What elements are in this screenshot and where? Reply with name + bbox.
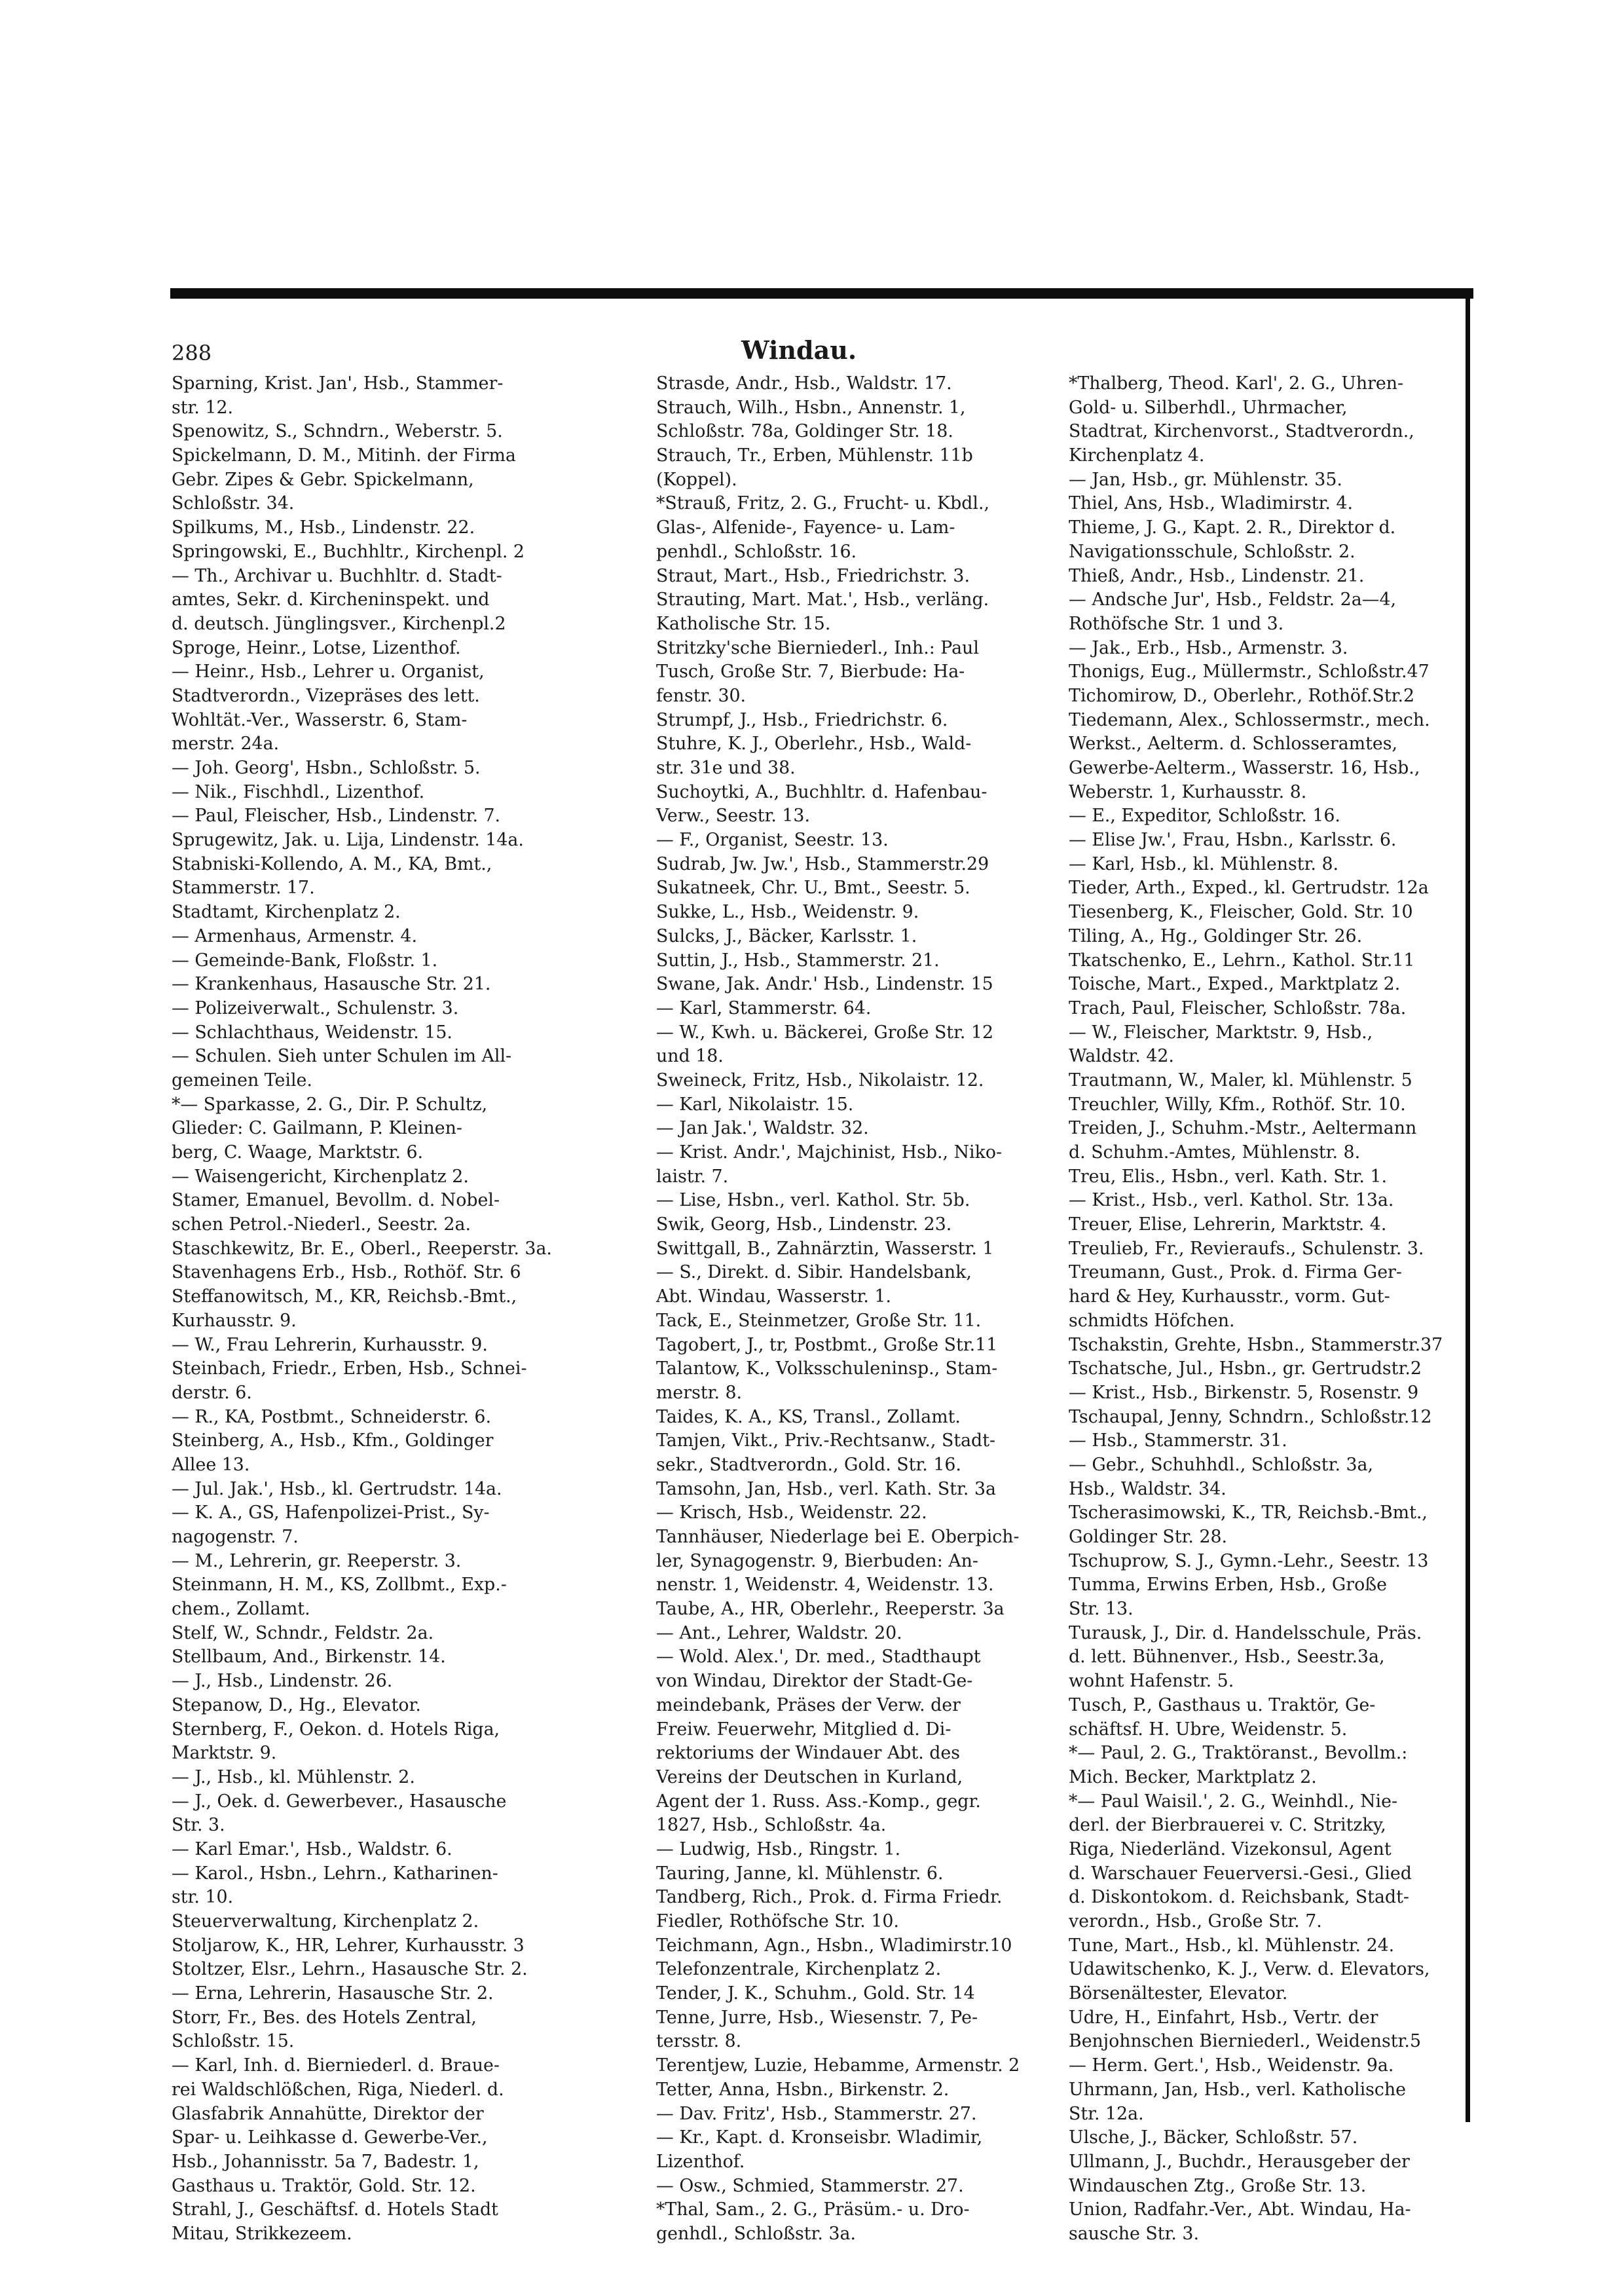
directory-entry-line: — S., Direkt. d. Sibir. Handelsbank, (656, 1262, 972, 1283)
directory-entry-line: Tauring, Janne, kl. Mühlenstr. 6. (656, 1863, 944, 1884)
directory-entry-line: (Koppel). (656, 469, 737, 490)
directory-entry-line: Waldstr. 42. (1069, 1046, 1174, 1067)
directory-entry-line: Steinbach, Friedr., Erben, Hsb., Schnei- (172, 1358, 527, 1379)
directory-entry-line: — Paul, Fleischer, Hsb., Lindenstr. 7. (172, 806, 501, 827)
directory-entry-line: Taides, K. A., KS, Transl., Zollamt. (656, 1406, 961, 1427)
directory-entry-line: Sparning, Krist. Jan', Hsb., Stammer- (172, 373, 504, 394)
directory-entry-line: Spickelmann, D. M., Mitinh. der Firma (172, 445, 516, 466)
directory-entry-line: Schloßstr. 15. (172, 2031, 295, 2052)
directory-entry-line: Goldinger Str. 28. (1069, 1527, 1228, 1547)
directory-entry-line: *Strauß, Fritz, 2. G., Frucht- u. Kbdl., (656, 493, 989, 514)
directory-entry-line: Stellbaum, And., Birkenstr. 14. (172, 1647, 446, 1668)
directory-entry-line: Fiedler, Rothöfsche Str. 10. (656, 1911, 899, 1931)
directory-entry-line: *Thalberg, Theod. Karl', 2. G., Uhren- (1069, 373, 1404, 394)
directory-entry-line: merstr. 24a. (172, 734, 280, 755)
directory-entry-line: Schloßstr. 34. (172, 493, 295, 514)
directory-entry-line: Sukke, L., Hsb., Weidenstr. 9. (656, 902, 919, 923)
directory-entry-line: Storr, Fr., Bes. des Hotels Zentral, (172, 2007, 477, 2028)
directory-entry-line: Stadtrat, Kirchenvorst., Stadtverordn., (1069, 421, 1414, 442)
directory-entry-line: — Schulen. Sieh unter Schulen im All- (172, 1046, 512, 1067)
directory-entry-line: 1827, Hsb., Schloßstr. 4a. (656, 1815, 887, 1836)
column-right (1069, 372, 1449, 2244)
directory-entry-line: Tiesenberg, K., Fleischer, Gold. Str. 10 (1069, 902, 1413, 923)
directory-entry-line: Tieder, Arth., Exped., kl. Gertrudstr. 12a (1069, 878, 1429, 899)
header-rule (170, 288, 1473, 299)
directory-entry-line: — Krist., Hsb., Birkenstr. 5, Rosenstr. 9 (1069, 1382, 1419, 1403)
directory-entry-line: von Windau, Direktor der Stadt-Ge- (656, 1671, 973, 1692)
directory-entry-line: Straut, Mart., Hsb., Friedrichstr. 3. (656, 565, 970, 586)
directory-entry-line: Sulcks, J., Bäcker, Karlsstr. 1. (656, 925, 917, 946)
directory-entry-line: Union, Radfahr.-Ver., Abt. Windau, Ha- (1069, 2199, 1411, 2220)
directory-entry-line: Treuer, Elise, Lehrerin, Marktstr. 4. (1069, 1214, 1387, 1235)
running-title: Windau. (741, 335, 857, 365)
directory-entry-line: — Krisch, Hsb., Weidenstr. 22. (656, 1502, 927, 1523)
directory-entry-line: — Ludwig, Hsb., Ringstr. 1. (656, 1838, 901, 1859)
directory-entry-line: Stoltzer, Elsr., Lehrn., Hasausche Str. 2. (172, 1959, 528, 1980)
directory-entry-line: d. Warschauer Feuerversi.-Gesi., Glied (1069, 1863, 1412, 1884)
directory-entry-line: Sweineck, Fritz, Hsb., Nikolaistr. 12. (656, 1070, 984, 1091)
directory-entry-line: Stritzky'sche Bierniederl., Inh.: Paul (656, 637, 979, 658)
directory-entry-line: Tschaupal, Jenny, Schndrn., Schloßstr.12 (1069, 1406, 1432, 1427)
directory-entry-line: Strauch, Wilh., Hsbn., Annenstr. 1, (656, 397, 966, 418)
directory-entry-line: Gewerbe-Aelterm., Wasserstr. 16, Hsb., (1069, 758, 1420, 778)
directory-entry-line: — Schlachthaus, Weidenstr. 15. (172, 1022, 452, 1043)
directory-entry-line: — Wold. Alex.', Dr. med., Stadthaupt (656, 1647, 981, 1668)
directory-entry-line: Tusch, P., Gasthaus u. Traktör, Ge- (1069, 1694, 1376, 1715)
directory-entry-line: Mich. Becker, Marktplatz 2. (1069, 1766, 1317, 1787)
directory-entry-line: Navigationsschule, Schloßstr. 2. (1069, 541, 1356, 562)
directory-entry-line: schmidts Höfchen. (1069, 1310, 1235, 1331)
directory-entry-line: Swittgall, B., Zahnärztin, Wasserstr. 1 (656, 1238, 994, 1259)
directory-entry-line: Allee 13. (172, 1454, 250, 1475)
directory-entry-line: Turausk, J., Dir. d. Handelsschule, Präs. (1069, 1622, 1422, 1643)
directory-entry-line: — Gemeinde-Bank, Floßstr. 1. (172, 950, 438, 971)
directory-entry-line: — F., Organist, Seestr. 13. (656, 830, 889, 851)
directory-entry-line: Freiw. Feuerwehr, Mitglied d. Di- (656, 1719, 951, 1740)
directory-entry-line: Udre, H., Einfahrt, Hsb., Vertr. der (1069, 2007, 1378, 2028)
directory-entry-line: Tamjen, Vikt., Priv.-Rechtsanw., Stadt- (656, 1430, 996, 1451)
directory-entry-line: Strauting, Mart. Mat.', Hsb., verläng. (656, 589, 989, 610)
directory-entry-line: rektoriums der Windauer Abt. des (656, 1743, 961, 1764)
directory-entry-line: Hsb., Waldstr. 34. (1069, 1478, 1227, 1499)
directory-entry-line: tersstr. 8. (656, 2031, 742, 2052)
directory-entry-line: Str. 3. (172, 1815, 225, 1836)
directory-entry-line: Tusch, Große Str. 7, Bierbude: Ha- (656, 662, 965, 682)
directory-entry-line: — Ant., Lehrer, Waldstr. 20. (656, 1622, 902, 1643)
directory-entry-line: — J., Hsb., kl. Mühlenstr. 2. (172, 1766, 415, 1787)
directory-entry-line: — Herm. Gert.', Hsb., Weidenstr. 9a. (1069, 2055, 1394, 2076)
directory-entry-line: — W., Frau Lehrerin, Kurhausstr. 9. (172, 1334, 488, 1355)
directory-entry-line: — W., Kwh. u. Bäckerei, Große Str. 12 (656, 1022, 994, 1043)
directory-entry-line: — J., Oek. d. Gewerbever., Hasausche (172, 1791, 507, 1812)
directory-entry-line: Telefonzentrale, Kirchenplatz 2. (656, 1959, 942, 1980)
directory-entry-line: nagogenstr. 7. (172, 1527, 299, 1547)
directory-entry-line: sausche Str. 3. (1069, 2223, 1199, 2244)
directory-entry-line: Suchoytki, A., Buchhltr. d. Hafenbau- (656, 781, 987, 802)
directory-entry-line: Teichmann, Agn., Hsbn., Wladimirstr.10 (656, 1935, 1012, 1956)
directory-entry-line: Suttin, J., Hsb., Stammerstr. 21. (656, 950, 940, 971)
directory-entry-line: *— Paul Waisil.', 2. G., Weinhdl., Nie- (1069, 1791, 1398, 1812)
directory-entry-line: berg, C. Waage, Marktstr. 6. (172, 1142, 424, 1163)
directory-entry-line: Ullmann, J., Buchdr., Herausgeber der (1069, 2151, 1410, 2172)
directory-entry-line: Strumpf, J., Hsb., Friedrichstr. 6. (656, 709, 948, 730)
directory-entry-line: — Karl, Hsb., kl. Mühlenstr. 8. (1069, 853, 1339, 874)
directory-entry-line: Börsenältester, Elevator. (1069, 1983, 1288, 2004)
directory-entry-line: — M., Lehrerin, gr. Reeperstr. 3. (172, 1550, 462, 1571)
directory-entry-line: — Krankenhaus, Hasausche Str. 21. (172, 974, 491, 995)
directory-entry-line: laistr. 7. (656, 1166, 729, 1187)
directory-entry-line: Tack, E., Steinmetzer, Große Str. 11. (656, 1310, 982, 1331)
directory-entry-line: meindebank, Präses der Verw. der (656, 1694, 961, 1715)
directory-entry-line: fenstr. 30. (656, 685, 747, 706)
directory-entry-line: Tender, J. K., Schuhm., Gold. Str. 14 (656, 1983, 975, 2004)
directory-entry-line: chem., Zollamt. (172, 1599, 310, 1620)
directory-entry-line: Swane, Jak. Andr.' Hsb., Lindenstr. 15 (656, 974, 993, 995)
directory-entry-line: derstr. 6. (172, 1382, 252, 1403)
directory-entry-line: Stabniski-Kollendo, A. M., KA, Bmt., (172, 853, 492, 874)
directory-entry-line: — R., KA, Postbmt., Schneiderstr. 6. (172, 1406, 491, 1427)
directory-entry-line: Mitau, Strikkezeem. (172, 2223, 352, 2244)
directory-entry-line: Lizenthof. (656, 2151, 745, 2172)
directory-entry-line: Treulieb, Fr., Revieraufs., Schulenstr. 3. (1069, 1238, 1424, 1259)
directory-entry-line: — Armenhaus, Armenstr. 4. (172, 925, 417, 946)
directory-entry-line: Sternberg, F., Oekon. d. Hotels Riga, (172, 1719, 500, 1740)
directory-entry-line: Spilkums, M., Hsb., Lindenstr. 22. (172, 517, 475, 538)
directory-entry-line: Sprugewitz, Jak. u. Lija, Lindenstr. 14a. (172, 830, 524, 851)
directory-entry-line: Taube, A., HR, Oberlehr., Reeperstr. 3a (656, 1599, 1005, 1620)
directory-entry-line: wohnt Hafenstr. 5. (1069, 1671, 1234, 1692)
directory-entry-line: Stuhre, K. J., Oberlehr., Hsb., Wald- (656, 734, 972, 755)
directory-entry-line: Tetter, Anna, Hsbn., Birkenstr. 2. (656, 2079, 950, 2100)
directory-entry-line: Tamsohn, Jan, Hsb., verl. Kath. Str. 3a (656, 1478, 996, 1499)
directory-entry-line: Tiedemann, Alex., Schlossermstr., mech. (1069, 709, 1430, 730)
directory-entry-line: Tschakstin, Grehte, Hsbn., Stammerstr.37 (1069, 1334, 1443, 1355)
directory-entry-line: — E., Expeditor, Schloßstr. 16. (1069, 806, 1340, 827)
directory-entry-line: und 18. (656, 1046, 724, 1067)
directory-entry-line: Gold- u. Silberhdl., Uhrmacher, (1069, 397, 1348, 418)
directory-entry-line: Tandberg, Rich., Prok. d. Firma Friedr. (656, 1887, 1003, 1908)
directory-entry-line: — Karl, Stammerstr. 64. (656, 998, 872, 1018)
directory-entry-line: Verw., Seestr. 13. (656, 806, 810, 827)
directory-entry-line: Glasfabrik Annahütte, Direktor der (172, 2103, 484, 2124)
directory-entry-line: — Lise, Hsbn., verl. Kathol. Str. 5b. (656, 1190, 970, 1211)
directory-entry-line: Hsb., Johannisstr. 5a 7, Badestr. 1, (172, 2151, 479, 2172)
directory-entry-line: Glieder: C. Gailmann, P. Kleinen- (172, 1118, 462, 1139)
directory-entry-line: Sukatneek, Chr. U., Bmt., Seestr. 5. (656, 878, 970, 899)
directory-entry-line: — Karl, Nikolaistr. 15. (656, 1094, 854, 1115)
directory-entry-line: schen Petrol.-Niederl., Seestr. 2a. (172, 1214, 471, 1235)
directory-entry-line: Treumann, Gust., Prok. d. Firma Ger- (1069, 1262, 1402, 1283)
directory-entry-line: — Jan Jak.', Waldstr. 32. (656, 1118, 869, 1139)
directory-entry-line: Steinberg, A., Hsb., Kfm., Goldinger (172, 1430, 494, 1451)
directory-entry-line: gemeinen Teile. (172, 1070, 312, 1091)
directory-entry-line: Glas-, Alfenide-, Fayence- u. Lam- (656, 517, 955, 538)
directory-entry-line: — Jan, Hsb., gr. Mühlenstr. 35. (1069, 469, 1342, 490)
directory-entry-line: d. deutsch. Jünglingsver., Kirchenpl.2 (172, 613, 506, 634)
directory-entry-line: Swik, Georg, Hsb., Lindenstr. 23. (656, 1214, 952, 1235)
directory-entry-line: — W., Fleischer, Marktstr. 9, Hsb., (1069, 1022, 1373, 1043)
directory-entry-line: Gebr. Zipes & Gebr. Spickelmann, (172, 469, 474, 490)
directory-entry-line: *— Sparkasse, 2. G., Dir. P. Schultz, (172, 1094, 488, 1115)
directory-entry-line: Windauschen Ztg., Große Str. 13. (1069, 2175, 1367, 2196)
directory-entry-line: *Thal, Sam., 2. G., Präsüm.- u. Dro- (656, 2199, 970, 2220)
directory-entry-line: Tichomirow, D., Oberlehr., Rothöf.Str.2 (1069, 685, 1415, 706)
directory-entry-line: Treu, Elis., Hsbn., verl. Kath. Str. 1. (1069, 1166, 1387, 1187)
directory-entry-line: — Hsb., Stammerstr. 31. (1069, 1430, 1287, 1451)
directory-entry-line: Tschuprow, S. J., Gymn.-Lehr., Seestr. 13 (1069, 1550, 1429, 1571)
directory-entry-line: Uhrmann, Jan, Hsb., verl. Katholische (1069, 2079, 1407, 2100)
directory-entry-line: d. Diskontokom. d. Reichsbank, Stadt- (1069, 1887, 1409, 1908)
directory-entry-line: Springowski, E., Buchhltr., Kirchenpl. 2 (172, 541, 525, 562)
directory-entry-line: Stavenhagens Erb., Hsb., Rothöf. Str. 6 (172, 1262, 521, 1283)
directory-entry-line: Tagobert, J., tr, Postbmt., Große Str.11 (656, 1334, 998, 1355)
directory-entry-line: Abt. Windau, Wasserstr. 1. (656, 1286, 891, 1307)
directory-entry-line: — Nik., Fischhdl., Lizenthof. (172, 781, 425, 802)
page-number: 288 (172, 341, 212, 365)
directory-entry-line: Stammerstr. 17. (172, 878, 315, 899)
directory-entry-line: Treiden, J., Schuhm.-Mstr., Aeltermann (1069, 1118, 1417, 1139)
directory-entry-line: Str. 12a. (1069, 2103, 1144, 2124)
directory-entry-line: Tkatschenko, E., Lehrn., Kathol. Str.11 (1069, 950, 1415, 971)
directory-entry-line: Udawitschenko, K. J., Verw. d. Elevators, (1069, 1959, 1430, 1980)
directory-entry-line: — Karol., Hsbn., Lehrn., Katharinen- (172, 1863, 498, 1884)
directory-entry-line: Agent der 1. Russ. Ass.-Komp., gegr. (656, 1791, 981, 1812)
directory-entry-line: Talantow, K., Volksschuleninsp., Stam- (656, 1358, 998, 1379)
directory-entry-line: Tschatsche, Jul., Hsbn., gr. Gertrudstr.2 (1069, 1358, 1422, 1379)
directory-entry-line: Stepanow, D., Hg., Elevator. (172, 1694, 421, 1715)
directory-entry-line: Stadtverordn., Vizepräses des lett. (172, 685, 480, 706)
directory-entry-line: Str. 13. (1069, 1599, 1134, 1620)
directory-entry-line: Strahl, J., Geschäftsf. d. Hotels Stadt (172, 2199, 498, 2220)
directory-entry-line: — Krist., Hsb., verl. Kathol. Str. 13a. (1069, 1190, 1394, 1211)
directory-entry-line: — K. A., GS, Hafenpolizei-Prist., Sy- (172, 1502, 490, 1523)
directory-entry-line: — Jul. Jak.', Hsb., kl. Gertrudstr. 14a. (172, 1478, 502, 1499)
directory-entry-line: Spar- u. Leihkasse d. Gewerbe-Ver., (172, 2127, 488, 2148)
directory-entry-line: Tannhäuser, Niederlage bei E. Oberpich- (656, 1527, 1020, 1547)
directory-entry-line: str. 31e und 38. (656, 758, 796, 778)
directory-entry-line: Stelf, W., Schndr., Feldstr. 2a. (172, 1622, 434, 1643)
directory-entry-line: — Polizeiverwalt., Schulenstr. 3. (172, 998, 459, 1018)
directory-entry-line: — Waisengericht, Kirchenplatz 2. (172, 1166, 469, 1187)
directory-entry-line: str. 10. (172, 1887, 234, 1908)
directory-entry-line: — Karl Emar.', Hsb., Waldstr. 6. (172, 1838, 452, 1859)
directory-entry-line: Staschkewitz, Br. E., Oberl., Reeperstr. 3a. (172, 1238, 552, 1259)
directory-entry-line: Stoljarow, K., HR, Lehrer, Kurhausstr. 3 (172, 1935, 525, 1956)
directory-entry-line: — Osw., Schmied, Stammerstr. 27. (656, 2175, 964, 2196)
directory-entry-line: Sudrab, Jw. Jw.', Hsb., Stammerstr.29 (656, 853, 989, 874)
directory-entry-line: Katholische Str. 15. (656, 613, 831, 634)
directory-entry-line: Ulsche, J., Bäcker, Schloßstr. 57. (1069, 2127, 1358, 2148)
directory-entry-line: Thieß, Andr., Hsb., Lindenstr. 21. (1069, 565, 1365, 586)
directory-entry-line: Tiling, A., Hg., Goldinger Str. 26. (1069, 925, 1363, 946)
directory-entry-line: Tumma, Erwins Erben, Hsb., Große (1069, 1575, 1387, 1595)
directory-entry-line: Thiel, Ans, Hsb., Wladimirstr. 4. (1069, 493, 1353, 514)
directory-entry-line: Terentjew, Luzie, Hebamme, Armenstr. 2 (656, 2055, 1020, 2076)
directory-entry-line: Steffanowitsch, M., KR, Reichsb.-Bmt., (172, 1286, 517, 1307)
directory-entry-line: Toische, Mart., Exped., Marktplatz 2. (1069, 974, 1401, 995)
directory-entry-line: verordn., Hsb., Große Str. 7. (1069, 1911, 1322, 1931)
directory-entry-line: Gasthaus u. Traktör, Gold. Str. 12. (172, 2175, 476, 2196)
directory-entry-line: — Krist. Andr.', Majchinist, Hsb., Niko- (656, 1142, 1003, 1163)
directory-entry-line: Trach, Paul, Fleischer, Schloßstr. 78a. (1069, 998, 1407, 1018)
directory-entry-line: Kurhausstr. 9. (172, 1310, 297, 1331)
directory-entry-line: Kirchenplatz 4. (1069, 445, 1205, 466)
directory-entry-line: Strasde, Andr., Hsb., Waldstr. 17. (656, 373, 952, 394)
directory-entry-line: d. lett. Bühnenver., Hsb., Seestr.3a, (1069, 1647, 1385, 1668)
directory-entry-line: Weberstr. 1, Kurhausstr. 8. (1069, 781, 1307, 802)
directory-entry-line: — Andsche Jur', Hsb., Feldstr. 2a—4, (1069, 589, 1397, 610)
directory-entry-line: merstr. 8. (656, 1382, 743, 1403)
directory-entry-line: — Th., Archivar u. Buchhltr. d. Stadt- (172, 565, 502, 586)
directory-entry-line: ler, Synagogenstr. 9, Bierbuden: An- (656, 1550, 978, 1571)
directory-entry-line: Schloßstr. 78a, Goldinger Str. 18. (656, 421, 953, 442)
directory-entry-line: rei Waldschlößchen, Riga, Niederl. d. (172, 2079, 504, 2100)
directory-entry-line: genhdl., Schloßstr. 3a. (656, 2223, 856, 2244)
column-middle (656, 372, 1036, 2244)
directory-entry-line: Riga, Niederländ. Vizekonsul, Agent (1069, 1838, 1392, 1859)
directory-entry-line: Thonigs, Eug., Müllermstr., Schloßstr.47 (1069, 662, 1430, 682)
directory-entry-line: Treuchler, Willy, Kfm., Rothöf. Str. 10. (1069, 1094, 1406, 1115)
directory-entry-line: Steuerverwaltung, Kirchenplatz 2. (172, 1911, 479, 1931)
directory-entry-line: hard & Hey, Kurhausstr., vorm. Gut- (1069, 1286, 1390, 1307)
directory-entry-line: Benjohnschen Bierniederl., Weidenstr.5 (1069, 2031, 1421, 2052)
directory-entry-line: — Erna, Lehrerin, Hasausche Str. 2. (172, 1983, 494, 2004)
directory-entry-line: amtes, Sekr. d. Kircheninspekt. und (172, 589, 490, 610)
directory-entry-line: Thieme, J. G., Kapt. 2. R., Direktor d. (1069, 517, 1396, 538)
directory-entry-line: Spenowitz, S., Schndrn., Weberstr. 5. (172, 421, 503, 442)
directory-entry-line: penhdl., Schloßstr. 16. (656, 541, 857, 562)
directory-entry-line: — Kr., Kapt. d. Kronseisbr. Wladimir, (656, 2127, 983, 2148)
directory-entry-line: — Joh. Georg', Hsbn., Schloßstr. 5. (172, 758, 481, 778)
directory-entry-line: schäftsf. H. Ubre, Weidenstr. 5. (1069, 1719, 1348, 1740)
directory-entry-line: — Heinr., Hsb., Lehrer u. Organist, (172, 662, 485, 682)
directory-entry-line: — Dav. Fritz', Hsb., Stammerstr. 27. (656, 2103, 977, 2124)
directory-entry-line: Marktstr. 9. (172, 1743, 277, 1764)
directory-entry-line: Werkst., Aelterm. d. Schlosseramtes, (1069, 734, 1397, 755)
directory-entry-line: — Karl, Inh. d. Bierniederl. d. Braue- (172, 2055, 500, 2076)
directory-entry-line: — Gebr., Schuhhdl., Schloßstr. 3a, (1069, 1454, 1374, 1475)
directory-entry-line: — Elise Jw.', Frau, Hsbn., Karlsstr. 6. (1069, 830, 1397, 851)
directory-entry-line: Tscherasimowski, K., TR, Reichsb.-Bmt., (1069, 1502, 1428, 1523)
directory-entry-line: Trautmann, W., Maler, kl. Mühlenstr. 5 (1069, 1070, 1412, 1091)
directory-entry-line: Rothöfsche Str. 1 und 3. (1069, 613, 1284, 634)
directory-entry-line: Vereins der Deutschen in Kurland, (656, 1766, 963, 1787)
page-edge-rule (1466, 288, 1470, 2122)
directory-entry-line: — J., Hsb., Lindenstr. 26. (172, 1671, 393, 1692)
directory-entry-line: Tune, Mart., Hsb., kl. Mühlenstr. 24. (1069, 1935, 1395, 1956)
column-left (172, 372, 552, 2244)
directory-entry-line: — Jak., Erb., Hsb., Armenstr. 3. (1069, 637, 1348, 658)
directory-entry-line: nenstr. 1, Weidenstr. 4, Weidenstr. 13. (656, 1575, 994, 1595)
directory-entry-line: derl. der Bierbrauerei v. C. Stritzky, (1069, 1815, 1386, 1836)
directory-entry-line: sekr., Stadtverordn., Gold. Str. 16. (656, 1454, 961, 1475)
directory-entry-line: Stadtamt, Kirchenplatz 2. (172, 902, 401, 923)
directory-entry-line: Tenne, Jurre, Hsb., Wiesenstr. 7, Pe- (656, 2007, 978, 2028)
directory-entry-line: Steinmann, H. M., KS, Zollbmt., Exp.- (172, 1575, 507, 1595)
directory-entry-line: str. 12. (172, 397, 234, 418)
directory-entry-line: *— Paul, 2. G., Traktöranst., Bevollm.: (1069, 1743, 1408, 1764)
directory-entry-line: Wohltät.-Ver., Wasserstr. 6, Stam- (172, 709, 468, 730)
directory-entry-line: Strauch, Tr., Erben, Mühlenstr. 11b (656, 445, 973, 466)
directory-entry-line: d. Schuhm.-Amtes, Mühlenstr. 8. (1069, 1142, 1361, 1163)
directory-entry-line: Sproge, Heinr., Lotse, Lizenthof. (172, 637, 461, 658)
directory-entry-line: Stamer, Emanuel, Bevollm. d. Nobel- (172, 1190, 500, 1211)
